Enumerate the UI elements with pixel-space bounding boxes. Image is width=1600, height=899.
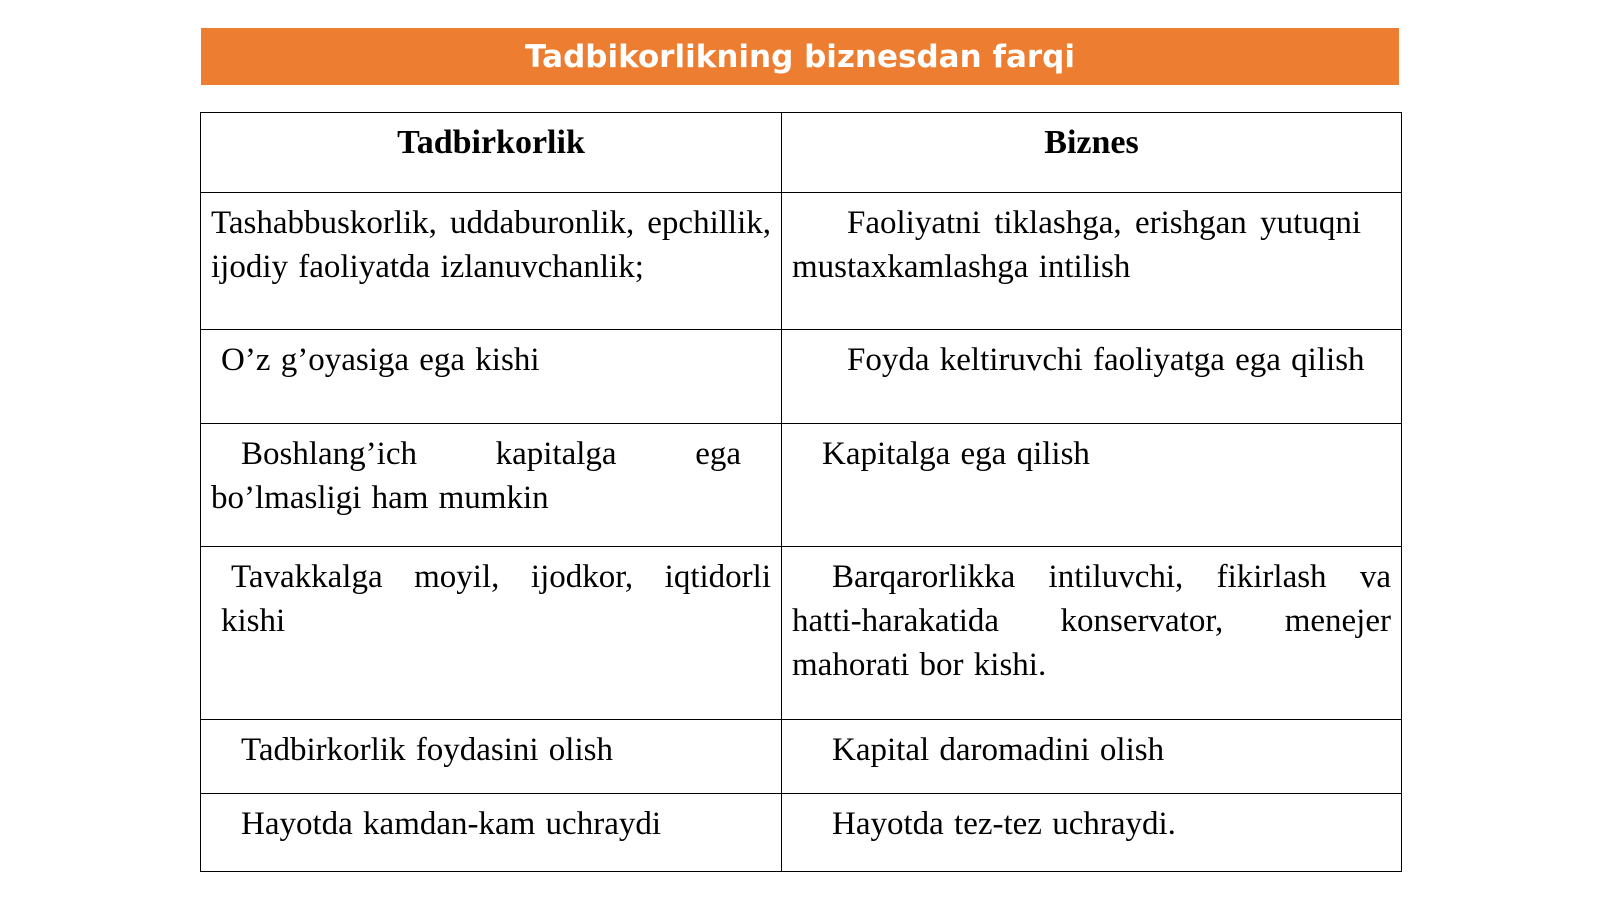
table-row <box>201 193 1402 330</box>
table-cell <box>201 330 782 424</box>
cell-text-tadbirkorlik: Tadbirkorlik foydasini olish <box>241 732 613 768</box>
table-cell <box>782 424 1402 547</box>
cell-text-biznes: Faoliyatni tiklashga, erishgan yutuqni mustaxkamlashga intilish <box>792 205 1361 285</box>
cell-text-biznes: Barqarorlikka intiluvchi, fikirlash va hatti-harakatida konservator, menejer mahorati bor kishi. <box>792 559 1391 683</box>
title-banner <box>201 28 1399 85</box>
table-row <box>201 424 1402 547</box>
cell-text-biznes: Kapital daromadini olish <box>832 732 1165 768</box>
table-row <box>201 794 1402 872</box>
table-cell <box>782 794 1402 872</box>
cell-text-tadbirkorlik: O’z g’oyasiga ega kishi <box>221 342 540 378</box>
table-row <box>201 720 1402 794</box>
table-cell <box>201 547 782 720</box>
table-cell <box>782 547 1402 720</box>
table-cell <box>201 720 782 794</box>
table-row <box>201 330 1402 424</box>
comparison-table <box>200 112 1402 872</box>
slide-title: Tadbikorlikning biznesdan farqi <box>525 38 1075 75</box>
table-row <box>201 547 1402 720</box>
table-cell <box>782 193 1402 330</box>
table-cell <box>782 330 1402 424</box>
table-cell <box>782 720 1402 794</box>
cell-text-biznes: Foyda keltiruvchi faoliyatga ega qilish <box>847 342 1365 378</box>
table-cell <box>201 424 782 547</box>
table-cell <box>201 794 782 872</box>
cell-text-biznes: Kapitalga ega qilish <box>822 436 1090 472</box>
cell-text-tadbirkorlik: Tavakkalga moyil, ijodkor, iqtidorli kishi <box>221 559 771 639</box>
cell-text-tadbirkorlik: Hayotda kamdan-kam uchraydi <box>241 806 662 842</box>
cell-text-tadbirkorlik: Boshlang’ich kapitalga ega bo’lmasligi ham mumkin <box>211 436 741 516</box>
table-header-row <box>201 113 1402 193</box>
table-cell <box>201 193 782 330</box>
cell-text-tadbirkorlik: Tashabbuskorlik, uddaburonlik, epchillik, ijodiy faoliyatda izlanuvchanlik; <box>211 205 771 285</box>
column-header-tadbirkorlik: Tadbirkorlik <box>201 113 782 193</box>
column-header-biznes: Biznes <box>782 113 1402 193</box>
cell-text-biznes: Hayotda tez-tez uchraydi. <box>832 806 1176 842</box>
